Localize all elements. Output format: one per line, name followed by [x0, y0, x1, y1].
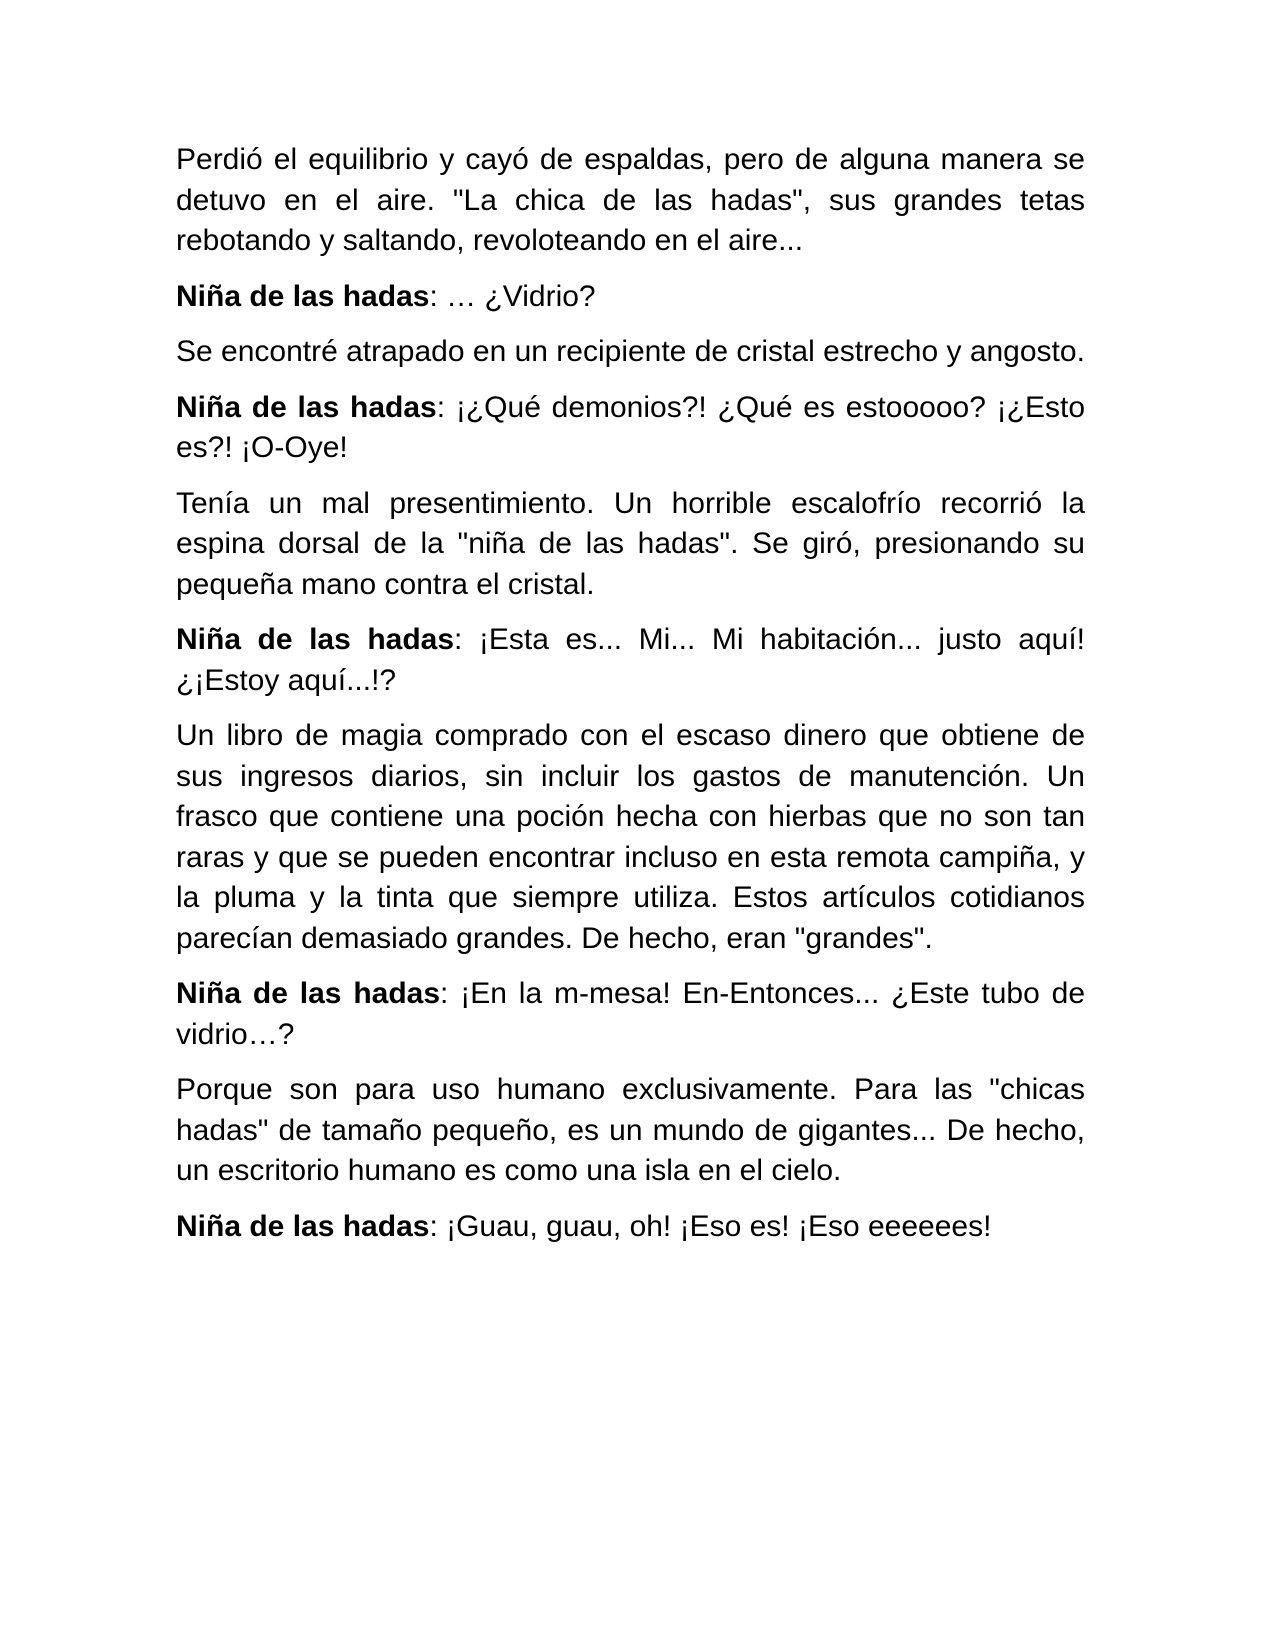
narration-paragraph — [176, 332, 1085, 373]
narration-paragraph — [176, 484, 1085, 606]
dialogue-text: : ¡Guau, guau, oh! ¡Eso es! ¡Eso eeeeees! — [429, 1209, 992, 1243]
narration-paragraph — [176, 1070, 1085, 1192]
dialogue-paragraph — [176, 974, 1085, 1055]
dialogue-text: : … ¿Vidrio? — [429, 279, 596, 313]
speaker-name: Niña de las hadas — [176, 390, 437, 424]
dialogue-paragraph — [176, 277, 1085, 318]
paragraph-text: Se encontré atrapado en un recipiente de cristal estrecho y angosto. — [176, 335, 1085, 368]
dialogue-text: : ¡En la m-mesa! En-Entonces... ¿Este tubo de vidrio…? — [176, 977, 1086, 1051]
dialogue-text: : ¡¿Qué demonios?! ¿Qué es estooooo? ¡¿Esto es?! ¡O-Oye! — [176, 390, 1086, 464]
speaker-name: Niña de las hadas — [176, 623, 455, 656]
narration-paragraph — [176, 140, 1085, 262]
dialogue-text: : ¡Esta es... Mi... Mi habitación... justo aquí! ¿¡Estoy aquí...!? — [176, 623, 1085, 697]
speaker-name: Niña de las hadas — [176, 977, 441, 1010]
speaker-name: Niña de las hadas — [176, 279, 430, 313]
paragraph-text: Tenía un mal presentimiento. Un horrible escalofrío recorrió la espina dorsal de la "niña de las hadas". Se giró, presionando su pequeña mano contra el cristal. — [176, 486, 1085, 601]
document-page — [176, 140, 1085, 1262]
dialogue-paragraph — [176, 388, 1085, 469]
dialogue-paragraph — [176, 1207, 1085, 1248]
speaker-name: Niña de las hadas — [176, 1209, 430, 1243]
paragraph-text: Porque son para uso humano exclusivamente. Para las "chicas hadas" de tamaño pequeño, es un mundo de gigantes... De hecho, un escritorio humano es como una isla en el cielo. — [176, 1073, 1085, 1187]
narration-paragraph — [176, 716, 1085, 959]
paragraph-text: Perdió el equilibrio y cayó de espaldas, pero de alguna manera se detuvo en el aire. "La chica de las hadas", sus grandes tetas rebotando y saltando, revoloteando en el aire... — [176, 143, 1085, 257]
dialogue-paragraph — [176, 620, 1085, 701]
paragraph-text: Un libro de magia comprado con el escaso dinero que obtiene de sus ingresos diarios, sin incluir los gastos de manutención. Un frasco que contiene una poción hecha con hierbas que no son tan raras y que se pueden encontrar incluso en esta remota campiña, y la pluma y la tinta que siempre utiliza. Estos artículos cotidianos parecían demasiado grandes. De hecho, eran "grandes". — [176, 719, 1085, 955]
